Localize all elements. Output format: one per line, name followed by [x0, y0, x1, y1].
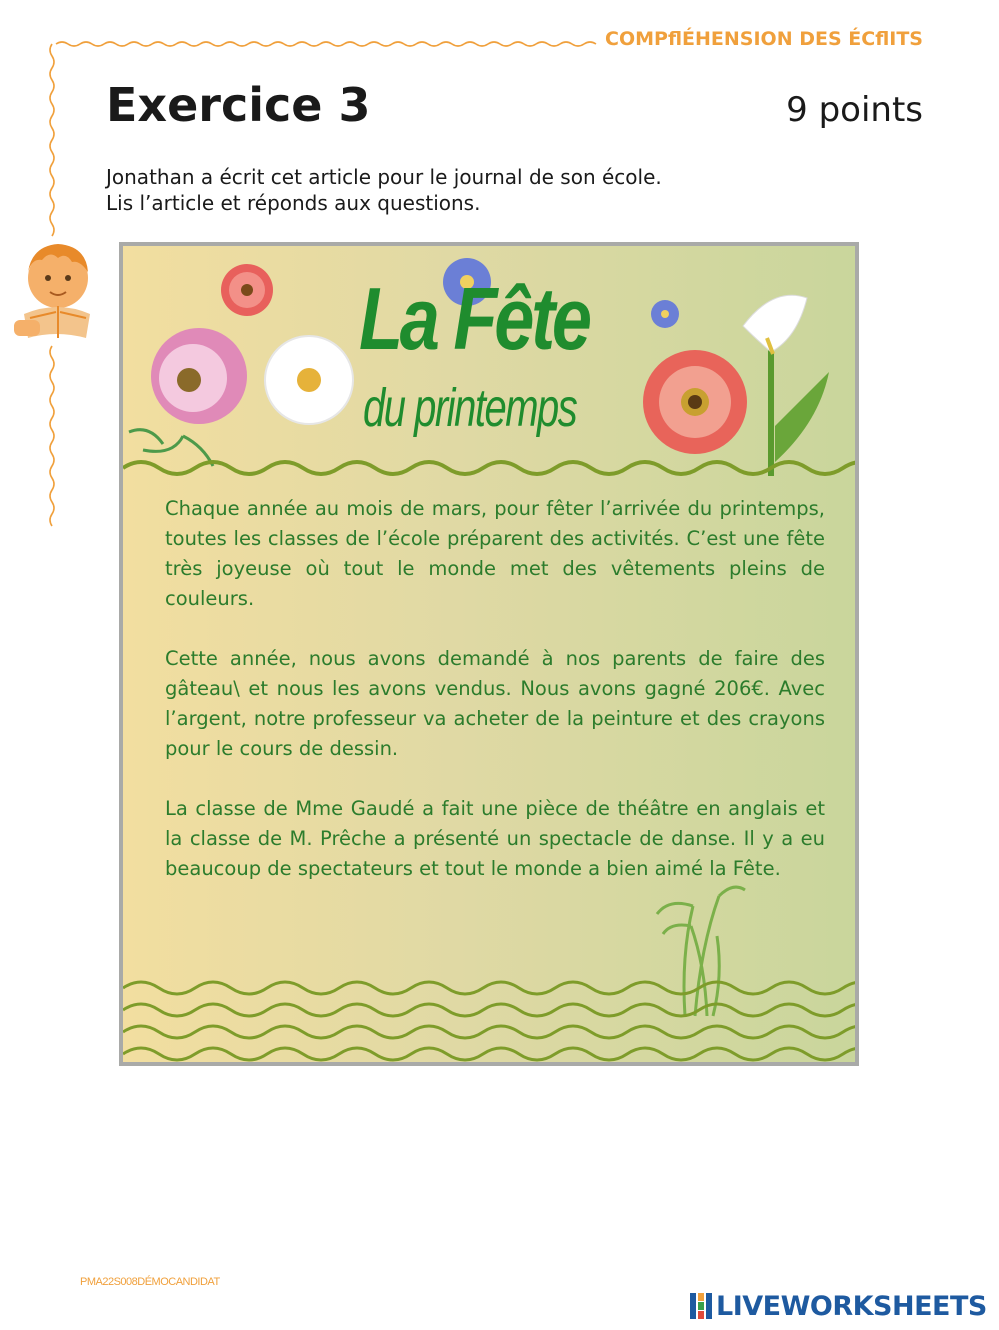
instructions	[106, 164, 662, 216]
flower-icon	[221, 264, 273, 316]
flower-icon	[643, 350, 747, 454]
flower-icon	[129, 328, 247, 466]
article-title: La Fête	[359, 269, 589, 368]
article-subtitle: du printemps	[363, 378, 577, 438]
liveworksheets-brand: LIVEWORKSHEETS	[716, 1290, 987, 1322]
liveworksheets-logo-icon	[690, 1293, 712, 1319]
exercise-title: Exercice 3	[106, 78, 371, 132]
flower-icon	[743, 295, 829, 476]
instruction-line: Lis l’article et réponds aux questions.	[106, 191, 481, 215]
section-label: COMPflÉHENSION DES ÉCflITS	[605, 28, 923, 50]
reading-boy-icon	[10, 238, 100, 348]
article-paragraph: Chaque année au mois de mars, pour fêter l’arrivée du printemps, toutes les classes de l’école préparent des activités. C’est une fête très joyeuse où tout le monde met des vêtements pleins de couleurs.	[165, 497, 825, 610]
footer-code: PMA22S008DÉMOCANDIDAT	[80, 1276, 220, 1288]
article-paragraph: Cette année, nous avons demandé à nos parents de faire des gâteau\ et nous les avons vendus. Nous avons gagné 206€. Avec l’argent, notre professeur va acheter de la peinture et des crayons pour le cours de dessin.	[165, 647, 825, 760]
article-body	[165, 494, 825, 914]
article-panel	[119, 242, 859, 1066]
flower-icon	[265, 336, 353, 424]
exercise-points: 9 points	[786, 90, 923, 130]
flower-icon	[651, 300, 679, 328]
liveworksheets-logo[interactable]	[690, 1290, 987, 1322]
instruction-line: Jonathan a écrit cet article pour le journal de son école.	[106, 165, 662, 189]
article-paragraph: La classe de Mme Gaudé a fait une pièce de théâtre en anglais et la classe de M. Prêche a présenté un spectacle de danse. Il y a eu beaucoup de spectateurs et tout le monde a bien aimé la Fête.	[165, 797, 825, 880]
